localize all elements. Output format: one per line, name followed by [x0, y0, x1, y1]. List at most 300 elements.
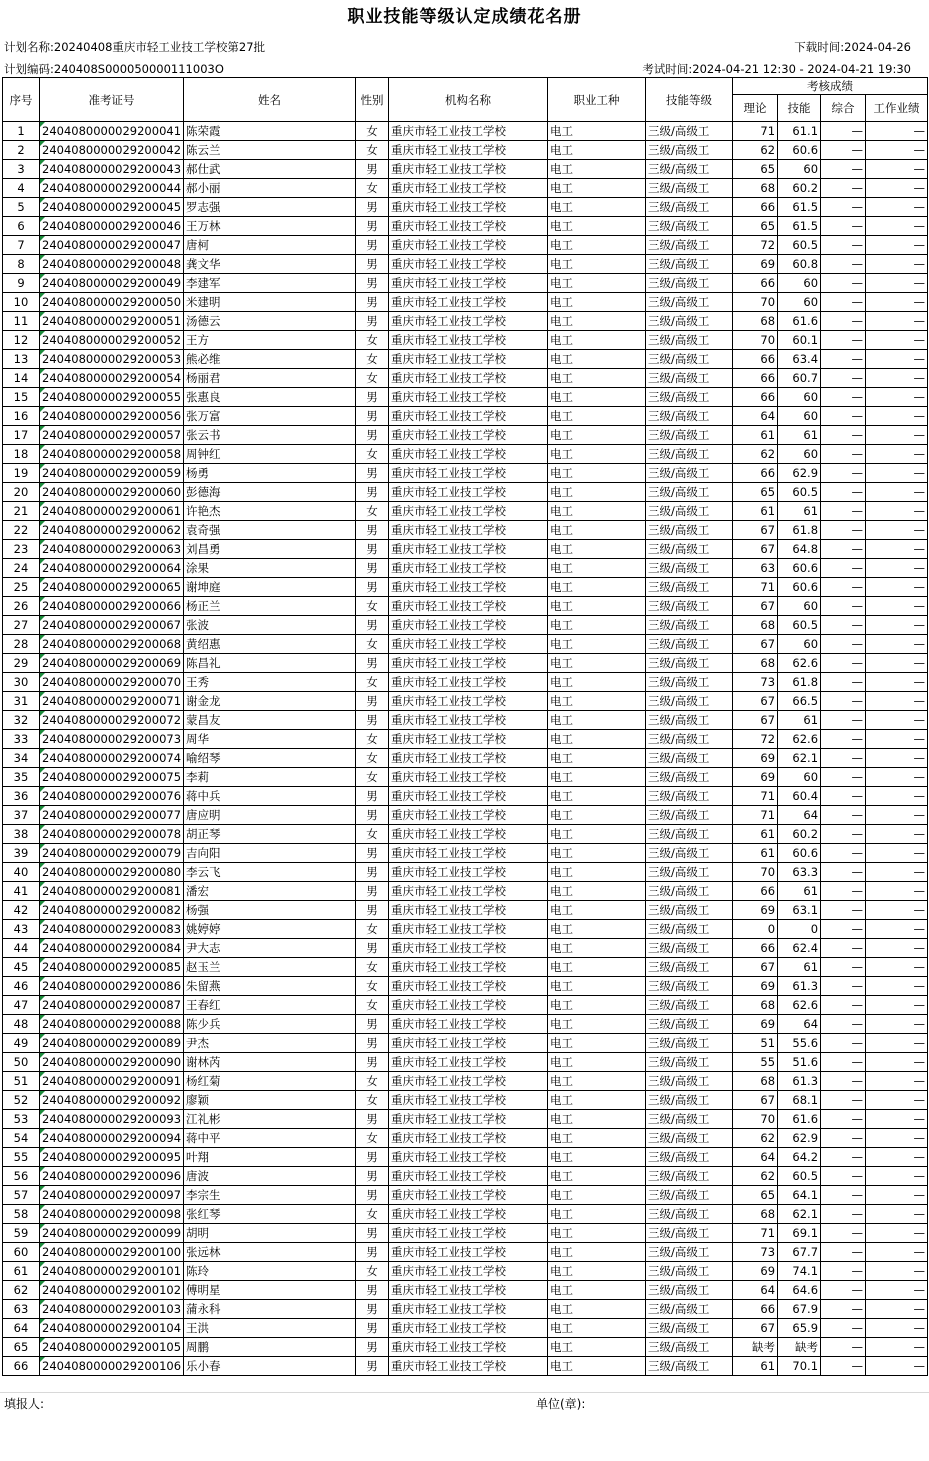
seq-cell: 11: [3, 312, 40, 331]
theory-cell: 67: [733, 1091, 778, 1110]
level-cell: 三级/高级工: [646, 464, 733, 483]
org-cell: 重庆市轻工业技工学校: [389, 331, 548, 350]
table-row: [3, 654, 928, 673]
theory-cell: 61: [733, 426, 778, 445]
level-cell: 三级/高级工: [646, 616, 733, 635]
seq-cell: 36: [3, 787, 40, 806]
table-row: [3, 958, 928, 977]
seq-cell: 26: [3, 597, 40, 616]
org-cell: 重庆市轻工业技工学校: [389, 274, 548, 293]
theory-cell: 68: [733, 996, 778, 1015]
work-cell: —: [866, 559, 928, 578]
overall-cell: —: [821, 996, 866, 1015]
seq-cell: 44: [3, 939, 40, 958]
org-cell: 重庆市轻工业技工学校: [389, 1262, 548, 1281]
table-row: [3, 920, 928, 939]
work-cell: —: [866, 312, 928, 331]
work-cell: —: [866, 730, 928, 749]
ticket-cell: 2404080000029200097: [40, 1186, 184, 1205]
org-cell: 重庆市轻工业技工学校: [389, 692, 548, 711]
gender-cell: 男: [356, 198, 389, 217]
filler-label: 填报人:: [4, 1397, 45, 1411]
name-cell: 龚文华: [184, 255, 356, 274]
skill-cell: 69.1: [778, 1224, 821, 1243]
ticket-cell: 2404080000029200092: [40, 1091, 184, 1110]
seq-cell: 63: [3, 1300, 40, 1319]
theory-cell: 66: [733, 369, 778, 388]
trade-cell: 电工: [548, 1110, 646, 1129]
ticket-cell: 2404080000029200057: [40, 426, 184, 445]
theory-cell: 65: [733, 217, 778, 236]
seq-cell: 32: [3, 711, 40, 730]
org-cell: 重庆市轻工业技工学校: [389, 1110, 548, 1129]
skill-cell: 63.3: [778, 863, 821, 882]
seq-cell: 66: [3, 1357, 40, 1376]
org-cell: 重庆市轻工业技工学校: [389, 1243, 548, 1262]
work-cell: —: [866, 901, 928, 920]
name-cell: 杨正兰: [184, 597, 356, 616]
level-cell: 三级/高级工: [646, 711, 733, 730]
theory-cell: 72: [733, 236, 778, 255]
seq-cell: 48: [3, 1015, 40, 1034]
ticket-cell: 2404080000029200043: [40, 160, 184, 179]
theory-cell: 67: [733, 635, 778, 654]
name-cell: 郝小丽: [184, 179, 356, 198]
theory-cell: 67: [733, 540, 778, 559]
work-cell: —: [866, 578, 928, 597]
trade-cell: 电工: [548, 1281, 646, 1300]
theory-cell: 61: [733, 844, 778, 863]
org-cell: 重庆市轻工业技工学校: [389, 540, 548, 559]
table-row: [3, 1034, 928, 1053]
level-cell: 三级/高级工: [646, 141, 733, 160]
overall-cell: —: [821, 711, 866, 730]
theory-cell: 71: [733, 787, 778, 806]
org-cell: 重庆市轻工业技工学校: [389, 730, 548, 749]
ticket-cell: 2404080000029200054: [40, 369, 184, 388]
name-cell: 胡明: [184, 1224, 356, 1243]
ticket-cell: 2404080000029200085: [40, 958, 184, 977]
level-cell: 三级/高级工: [646, 350, 733, 369]
gender-cell: 男: [356, 407, 389, 426]
table-row: [3, 293, 928, 312]
org-cell: 重庆市轻工业技工学校: [389, 1205, 548, 1224]
skill-cell: 61.8: [778, 521, 821, 540]
work-cell: —: [866, 1262, 928, 1281]
gender-cell: 男: [356, 464, 389, 483]
work-cell: —: [866, 274, 928, 293]
table-row: [3, 255, 928, 274]
trade-cell: 电工: [548, 806, 646, 825]
gender-cell: 男: [356, 521, 389, 540]
gender-cell: 男: [356, 217, 389, 236]
table-row: [3, 977, 928, 996]
table-row: [3, 1167, 928, 1186]
table-row: [3, 578, 928, 597]
work-cell: —: [866, 1072, 928, 1091]
seq-cell: 30: [3, 673, 40, 692]
seq-cell: 43: [3, 920, 40, 939]
work-cell: —: [866, 1338, 928, 1357]
gender-cell: 男: [356, 1281, 389, 1300]
header-work: 工作业绩: [866, 95, 928, 122]
trade-cell: 电工: [548, 1300, 646, 1319]
gender-cell: 男: [356, 160, 389, 179]
seq-cell: 45: [3, 958, 40, 977]
ticket-cell: 2404080000029200061: [40, 502, 184, 521]
seq-cell: 31: [3, 692, 40, 711]
name-cell: 周钟红: [184, 445, 356, 464]
theory-cell: 66: [733, 1300, 778, 1319]
work-cell: —: [866, 1091, 928, 1110]
level-cell: 三级/高级工: [646, 863, 733, 882]
trade-cell: 电工: [548, 882, 646, 901]
seq-cell: 57: [3, 1186, 40, 1205]
table-row: [3, 1148, 928, 1167]
seq-cell: 60: [3, 1243, 40, 1262]
gender-cell: 男: [356, 1167, 389, 1186]
name-cell: 唐应明: [184, 806, 356, 825]
skill-cell: 61.6: [778, 1110, 821, 1129]
ticket-cell: 2404080000029200106: [40, 1357, 184, 1376]
name-cell: 尹杰: [184, 1034, 356, 1053]
work-cell: —: [866, 369, 928, 388]
theory-cell: 68: [733, 179, 778, 198]
table-row: [3, 1072, 928, 1091]
skill-cell: 60: [778, 635, 821, 654]
skill-cell: 74.1: [778, 1262, 821, 1281]
org-cell: 重庆市轻工业技工学校: [389, 1224, 548, 1243]
gender-cell: 女: [356, 1129, 389, 1148]
name-cell: 陈昌礼: [184, 654, 356, 673]
trade-cell: 电工: [548, 578, 646, 597]
overall-cell: —: [821, 844, 866, 863]
header-skill: 技能: [778, 95, 821, 122]
level-cell: 三级/高级工: [646, 1015, 733, 1034]
work-cell: —: [866, 122, 928, 141]
work-cell: —: [866, 1205, 928, 1224]
table-row: [3, 1186, 928, 1205]
table-row: [3, 1300, 928, 1319]
overall-cell: —: [821, 882, 866, 901]
trade-cell: 电工: [548, 312, 646, 331]
seq-cell: 9: [3, 274, 40, 293]
ticket-cell: 2404080000029200056: [40, 407, 184, 426]
org-cell: 重庆市轻工业技工学校: [389, 673, 548, 692]
table-row: [3, 559, 928, 578]
org-cell: 重庆市轻工业技工学校: [389, 901, 548, 920]
gender-cell: 男: [356, 483, 389, 502]
gender-cell: 男: [356, 863, 389, 882]
work-cell: —: [866, 407, 928, 426]
ticket-cell: 2404080000029200093: [40, 1110, 184, 1129]
trade-cell: 电工: [548, 1224, 646, 1243]
theory-cell: 69: [733, 977, 778, 996]
skill-cell: 62.1: [778, 1205, 821, 1224]
level-cell: 三级/高级工: [646, 1338, 733, 1357]
name-cell: 姚婷婷: [184, 920, 356, 939]
seq-cell: 62: [3, 1281, 40, 1300]
gender-cell: 女: [356, 635, 389, 654]
ticket-cell: 2404080000029200095: [40, 1148, 184, 1167]
ticket-cell: 2404080000029200065: [40, 578, 184, 597]
name-cell: 袁奇强: [184, 521, 356, 540]
org-cell: 重庆市轻工业技工学校: [389, 1072, 548, 1091]
trade-cell: 电工: [548, 597, 646, 616]
skill-cell: 66.5: [778, 692, 821, 711]
gender-cell: 女: [356, 673, 389, 692]
table-row: [3, 996, 928, 1015]
name-cell: 江礼彬: [184, 1110, 356, 1129]
gender-cell: 女: [356, 179, 389, 198]
overall-cell: —: [821, 1186, 866, 1205]
table-row: [3, 730, 928, 749]
table-row: [3, 863, 928, 882]
overall-cell: —: [821, 616, 866, 635]
seq-cell: 41: [3, 882, 40, 901]
gender-cell: 女: [356, 597, 389, 616]
ticket-cell: 2404080000029200094: [40, 1129, 184, 1148]
seq-cell: 5: [3, 198, 40, 217]
skill-cell: 61: [778, 426, 821, 445]
theory-cell: 66: [733, 350, 778, 369]
download-time-value: 2024-04-26: [844, 40, 911, 54]
plan-name-value: 20240408重庆市轻工业技工学校第27批: [53, 40, 266, 54]
level-cell: 三级/高级工: [646, 825, 733, 844]
level-cell: 三级/高级工: [646, 1205, 733, 1224]
seq-cell: 65: [3, 1338, 40, 1357]
trade-cell: 电工: [548, 863, 646, 882]
theory-cell: 70: [733, 1110, 778, 1129]
trade-cell: 电工: [548, 768, 646, 787]
work-cell: —: [866, 806, 928, 825]
gender-cell: 男: [356, 1148, 389, 1167]
level-cell: 三级/高级工: [646, 559, 733, 578]
skill-cell: 60.2: [778, 179, 821, 198]
trade-cell: 电工: [548, 426, 646, 445]
seq-cell: 22: [3, 521, 40, 540]
ticket-cell: 2404080000029200068: [40, 635, 184, 654]
table-row: [3, 1224, 928, 1243]
work-cell: —: [866, 483, 928, 502]
table-row: [3, 711, 928, 730]
skill-cell: 64.1: [778, 1186, 821, 1205]
trade-cell: 电工: [548, 293, 646, 312]
theory-cell: 68: [733, 1205, 778, 1224]
gender-cell: 男: [356, 1338, 389, 1357]
name-cell: 蒋中兵: [184, 787, 356, 806]
footer-divider: [0, 1392, 929, 1393]
ticket-cell: 2404080000029200063: [40, 540, 184, 559]
org-cell: 重庆市轻工业技工学校: [389, 445, 548, 464]
overall-cell: —: [821, 236, 866, 255]
ticket-cell: 2404080000029200104: [40, 1319, 184, 1338]
download-time-line: [794, 38, 911, 57]
level-cell: 三级/高级工: [646, 236, 733, 255]
trade-cell: 电工: [548, 198, 646, 217]
gender-cell: 女: [356, 350, 389, 369]
seq-cell: 40: [3, 863, 40, 882]
level-cell: 三级/高级工: [646, 502, 733, 521]
ticket-cell: 2404080000029200047: [40, 236, 184, 255]
org-cell: 重庆市轻工业技工学校: [389, 616, 548, 635]
seq-cell: 23: [3, 540, 40, 559]
gender-cell: 男: [356, 293, 389, 312]
skill-cell: 64: [778, 1015, 821, 1034]
ticket-cell: 2404080000029200086: [40, 977, 184, 996]
work-cell: —: [866, 711, 928, 730]
level-cell: 三级/高级工: [646, 749, 733, 768]
gender-cell: 女: [356, 996, 389, 1015]
org-cell: 重庆市轻工业技工学校: [389, 369, 548, 388]
org-cell: 重庆市轻工业技工学校: [389, 1053, 548, 1072]
gender-cell: 男: [356, 1186, 389, 1205]
theory-cell: 61: [733, 825, 778, 844]
ticket-cell: 2404080000029200042: [40, 141, 184, 160]
trade-cell: 电工: [548, 1338, 646, 1357]
trade-cell: 电工: [548, 1034, 646, 1053]
ticket-cell: 2404080000029200100: [40, 1243, 184, 1262]
seq-cell: 3: [3, 160, 40, 179]
trade-cell: 电工: [548, 1072, 646, 1091]
overall-cell: —: [821, 730, 866, 749]
plan-name-label: 计划名称:: [4, 40, 54, 54]
gender-cell: 男: [356, 255, 389, 274]
seq-cell: 8: [3, 255, 40, 274]
seq-cell: 15: [3, 388, 40, 407]
ticket-cell: 2404080000029200099: [40, 1224, 184, 1243]
table-row: [3, 350, 928, 369]
skill-cell: 70.1: [778, 1357, 821, 1376]
skill-cell: 60.4: [778, 787, 821, 806]
level-cell: 三级/高级工: [646, 1281, 733, 1300]
gender-cell: 男: [356, 1015, 389, 1034]
skill-cell: 63.4: [778, 350, 821, 369]
table-row: [3, 844, 928, 863]
name-cell: 尹大志: [184, 939, 356, 958]
level-cell: 三级/高级工: [646, 217, 733, 236]
theory-cell: 66: [733, 939, 778, 958]
seq-cell: 35: [3, 768, 40, 787]
overall-cell: —: [821, 1300, 866, 1319]
name-cell: 唐柯: [184, 236, 356, 255]
theory-cell: 69: [733, 255, 778, 274]
org-cell: 重庆市轻工业技工学校: [389, 768, 548, 787]
name-cell: 王方: [184, 331, 356, 350]
table-row: [3, 331, 928, 350]
trade-cell: 电工: [548, 1129, 646, 1148]
overall-cell: —: [821, 863, 866, 882]
header-name: 姓名: [184, 78, 356, 122]
header-org: 机构名称: [389, 78, 548, 122]
table-row: [3, 369, 928, 388]
trade-cell: 电工: [548, 958, 646, 977]
work-cell: —: [866, 217, 928, 236]
seq-cell: 52: [3, 1091, 40, 1110]
theory-cell: 66: [733, 198, 778, 217]
level-cell: 三级/高级工: [646, 160, 733, 179]
level-cell: 三级/高级工: [646, 1224, 733, 1243]
seq-cell: 34: [3, 749, 40, 768]
table-row: [3, 464, 928, 483]
trade-cell: 电工: [548, 350, 646, 369]
level-cell: 三级/高级工: [646, 1167, 733, 1186]
ticket-cell: 2404080000029200048: [40, 255, 184, 274]
table-row: [3, 635, 928, 654]
header-overall: 综合: [821, 95, 866, 122]
overall-cell: —: [821, 502, 866, 521]
theory-cell: 71: [733, 578, 778, 597]
overall-cell: —: [821, 1357, 866, 1376]
skill-cell: 60: [778, 407, 821, 426]
seq-cell: 64: [3, 1319, 40, 1338]
gender-cell: 男: [356, 559, 389, 578]
gender-cell: 女: [356, 1091, 389, 1110]
work-cell: —: [866, 787, 928, 806]
ticket-cell: 2404080000029200081: [40, 882, 184, 901]
trade-cell: 电工: [548, 1205, 646, 1224]
work-cell: —: [866, 236, 928, 255]
table-body: [3, 122, 928, 1376]
table-row: [3, 1243, 928, 1262]
table-row: [3, 825, 928, 844]
table-row: [3, 787, 928, 806]
overall-cell: —: [821, 1167, 866, 1186]
work-cell: —: [866, 1110, 928, 1129]
gender-cell: 男: [356, 426, 389, 445]
work-cell: —: [866, 939, 928, 958]
trade-cell: 电工: [548, 274, 646, 293]
level-cell: 三级/高级工: [646, 198, 733, 217]
gender-cell: 女: [356, 122, 389, 141]
ticket-cell: 2404080000029200089: [40, 1034, 184, 1053]
name-cell: 李建军: [184, 274, 356, 293]
overall-cell: —: [821, 1262, 866, 1281]
trade-cell: 电工: [548, 844, 646, 863]
ticket-cell: 2404080000029200101: [40, 1262, 184, 1281]
gender-cell: 男: [356, 388, 389, 407]
overall-cell: —: [821, 635, 866, 654]
trade-cell: 电工: [548, 483, 646, 502]
theory-cell: 62: [733, 141, 778, 160]
work-cell: —: [866, 1319, 928, 1338]
table-row: [3, 141, 928, 160]
org-cell: 重庆市轻工业技工学校: [389, 426, 548, 445]
ticket-cell: 2404080000029200069: [40, 654, 184, 673]
skill-cell: 62.1: [778, 749, 821, 768]
name-cell: 黄绍惠: [184, 635, 356, 654]
overall-cell: —: [821, 958, 866, 977]
overall-cell: —: [821, 1148, 866, 1167]
level-cell: 三级/高级工: [646, 958, 733, 977]
org-cell: 重庆市轻工业技工学校: [389, 179, 548, 198]
overall-cell: —: [821, 426, 866, 445]
ticket-cell: 2404080000029200064: [40, 559, 184, 578]
overall-cell: —: [821, 274, 866, 293]
name-cell: 杨红菊: [184, 1072, 356, 1091]
seq-cell: 12: [3, 331, 40, 350]
gender-cell: 男: [356, 1110, 389, 1129]
overall-cell: —: [821, 1091, 866, 1110]
name-cell: 李云飞: [184, 863, 356, 882]
overall-cell: —: [821, 255, 866, 274]
org-cell: 重庆市轻工业技工学校: [389, 825, 548, 844]
table-row: [3, 673, 928, 692]
trade-cell: 电工: [548, 559, 646, 578]
name-cell: 谢金龙: [184, 692, 356, 711]
org-cell: 重庆市轻工业技工学校: [389, 958, 548, 977]
table-row: [3, 1091, 928, 1110]
